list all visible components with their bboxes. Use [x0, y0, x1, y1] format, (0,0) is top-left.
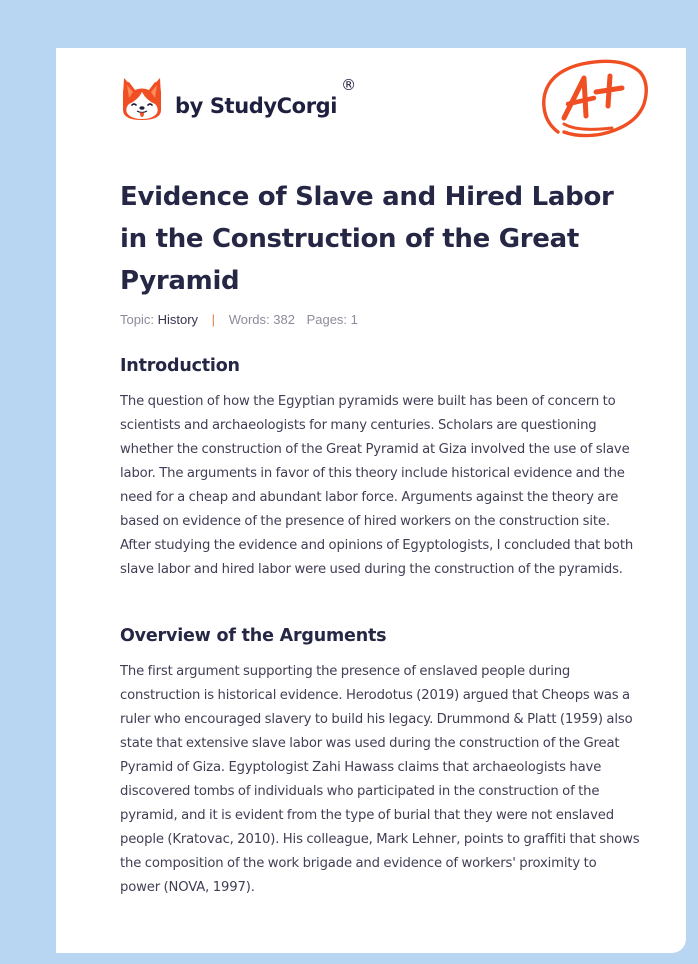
section-introduction: [120, 354, 640, 582]
studycorgi-logo[interactable]: [121, 75, 356, 123]
document-card: [56, 48, 686, 953]
section-heading: Overview of the Arguments: [120, 626, 387, 646]
meta-separator: |: [211, 312, 216, 327]
section-paragraph: The first argument supporting the presence of enslaved people during construction is historical evidence. Herodotus (2019) argued that Cheops was a ruler who encouraged slavery to build his legacy. Drummond & Platt (1959) also state that extensive slave labor was used during the construction of the Great Pyramid of Giza. Egyptologist Zahi Hawass claims that archaeologists have discovered tombs of individuals who participated in the construction of the pyramid, and it is evident from the type of burial that they were not enslaved people (Kratovac, 2010). His colleague, Mark Lehner, points to graffiti that shows the composition of the work brigade and evidence of workers' proximity to power (NOVA, 1997).: [120, 664, 640, 895]
document-meta: [120, 312, 358, 327]
brand-name: by StudyCorgi: [175, 94, 338, 118]
section-overview-of-arguments: [120, 624, 640, 900]
corgi-face-icon: [121, 76, 163, 122]
page-title: Evidence of Slave and Hired Labor in the Construction of the Great Pyramid: [120, 182, 614, 296]
registered-mark: ®: [341, 76, 357, 94]
topic-label: Topic:: [120, 312, 154, 327]
a-plus-grade-icon: [538, 58, 650, 140]
section-paragraph: The question of how the Egyptian pyramids were built has been of concern to scientists and archaeologists for many centuries. Scholars are questioning whether the construction of the Great Pyramid at Giza involved the use of slave labor. The arguments in favor of this theory include historical evidence and the need for a cheap and abundant labor force. Arguments against the theory are based on evidence of the presence of hired workers on the construction site. After studying the evidence and opinions of Egyptologists, I concluded that both slave labor and hired labor were used during the construction of the pyramids.: [120, 394, 634, 577]
word-count: Words: 382: [228, 312, 295, 327]
section-heading: Introduction: [120, 356, 240, 376]
page-count: Pages: 1: [306, 312, 358, 327]
topic-link[interactable]: History: [157, 312, 199, 327]
